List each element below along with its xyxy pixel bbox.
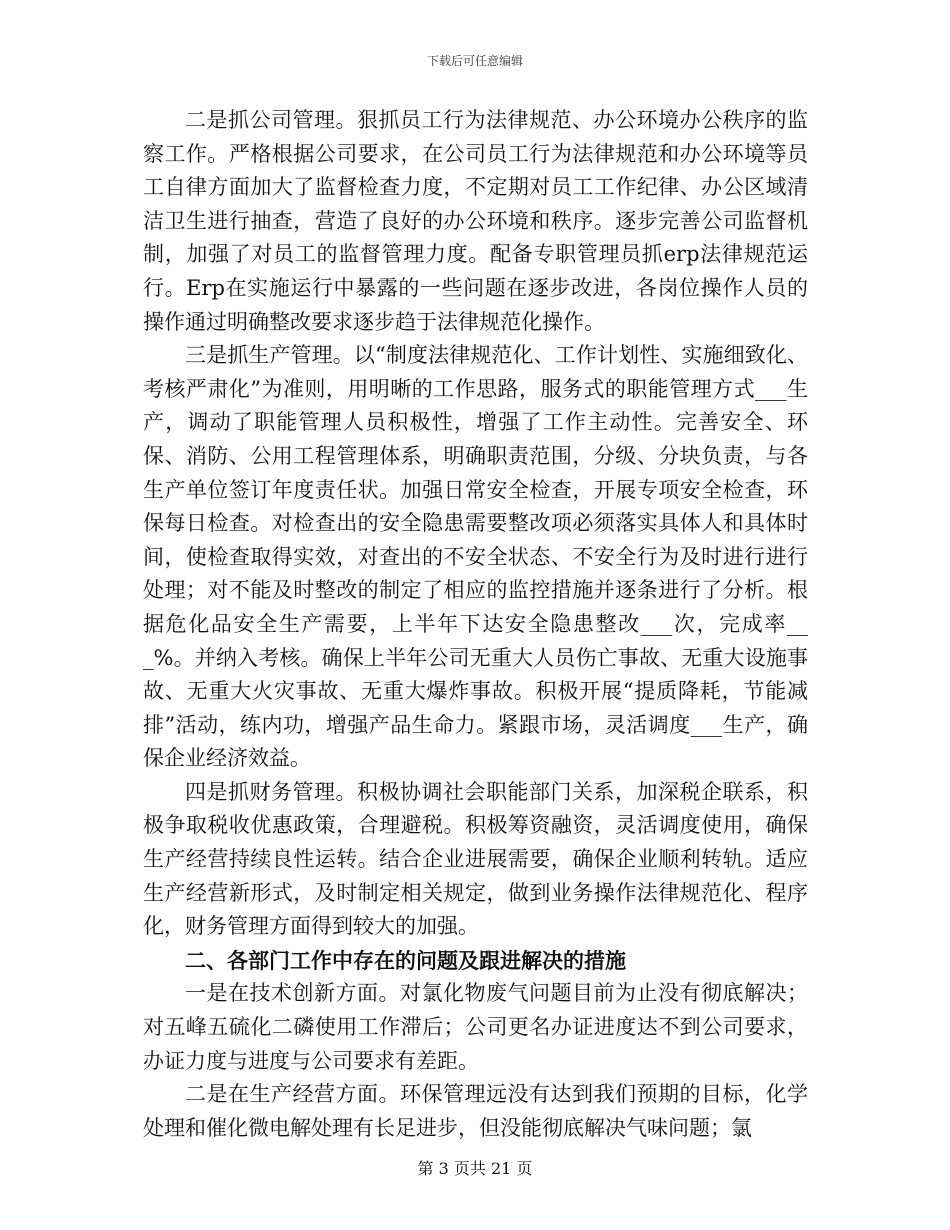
paragraph-production-management: 三是抓生产管理。以“制度法律规范化、工作计划性、实施细致化、考核严肃化”为准则，用明晰的工作思路，服务式的职能管理方式___生产，调动了职能管理人员积极性，增强了工作主动性。完善安全、环保、消防、公用工程管理体系，明确职责范围，分级、分块负责，与各生产单位签订年度责任状。加强日常安全检查，开展专项安全检查，环保每日检查。对检查出的安全隐患需要整改项必须落实具体人和具体时间，使检查取得实效，对查出的不安全状态、不安全行为及时进行进行处理；对不能及时整改的制定了相应的监控措施并逐条进行了分析。根据危化品安全生产需要，上半年下达安全隐患整改___次，完成率___%。并纳入考核。确保上半年公司无重大人员伤亡事故、无重大设施事故、无重大火灾事故、无重大爆炸事故。积极开展“提质降耗，节能减排”活动，练内功，增强产品生命力。紧跟市场，灵活调度___生产，确保企业经济效益。	[143, 343, 808, 771]
page-number: 第 3 页共 21 页	[417, 1159, 533, 1178]
paragraph-finance-management: 四是抓财务管理。积极协调社会职能部门关系，加深税企联系，积极争取税收优惠政策，合理避税。积极筹资融资，灵活调度使用，确保生产经营持续良性运转。结合企业进展需要，确保企业顺利转轨。适应生产经营新形式，及时制定相关规定，做到业务操作法律规范化、程序化，财务管理方面得到较大的加强。	[143, 779, 808, 939]
paragraph-technical-innovation: 一是在技术创新方面。对氯化物废气问题目前为止没有彻底解决；对五峰五硫化二磷使用工作滞后；公司更名办证进度达不到公司要求，办证力度与进度与公司要求有差距。	[143, 981, 808, 1073]
document-body	[143, 104, 808, 1145]
paragraph-company-management: 二是抓公司管理。狠抓员工行为法律规范、办公环境办公秩序的监察工作。严格根据公司要求，在公司员工行为法律规范和办公环境等员工自律方面加大了监督检查力度，不定期对员工工作纪律、办公区域清洁卫生进行抽查，营造了良好的办公环境和秩序。逐步完善公司监督机制，加强了对员工的监督管理力度。配备专职管理员抓erp法律规范运行。Erp在实施运行中暴露的一些问题在逐步改进，各岗位操作人员的操作通过明确整改要求逐步趋于法律规范化操作。	[143, 108, 808, 334]
section-heading: 二、各部门工作中存在的问题及跟进解决的措施	[185, 947, 626, 973]
paragraph-production-operation: 二是在生产经营方面。环保管理远没有达到我们预期的目标，化学处理和催化微电解处理有长足进步，但没能彻底解决气味问题；氯	[143, 1082, 808, 1140]
page-header-note: 下载后可任意编辑	[426, 54, 523, 68]
